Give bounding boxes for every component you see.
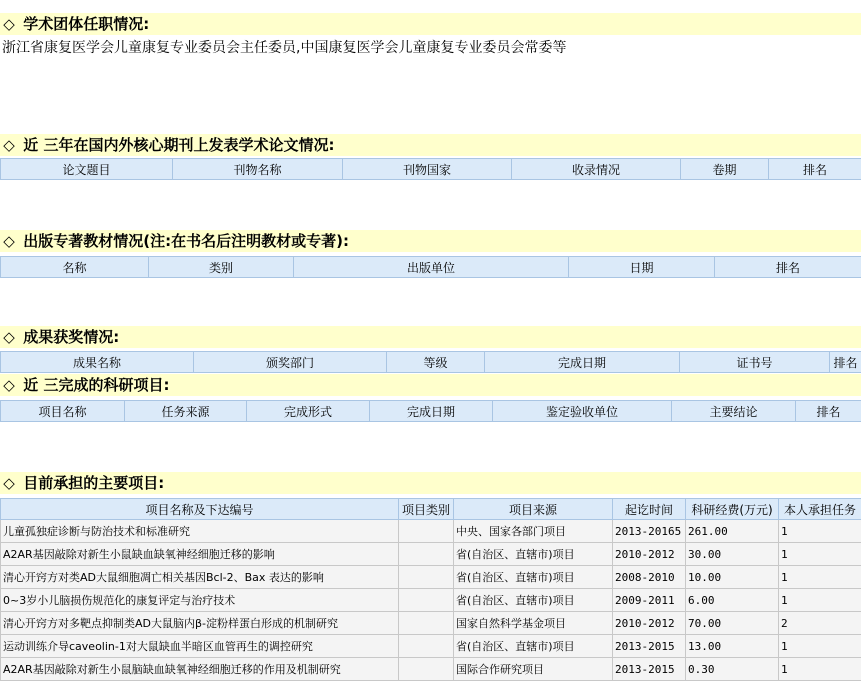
project-name: A2AR基因敲除对新生小鼠缺血缺氧神经细胞迁移的影响 [1,543,399,566]
diamond-icon: ◇ [3,376,15,394]
project-source: 国家自然科学基金项目 [454,612,613,635]
research-table [0,400,861,422]
research-col-date: 完成日期 [370,401,493,422]
books-col-type: 类别 [149,257,294,278]
project-funds: 6.00 [686,589,779,612]
awards-col-level: 等级 [387,352,485,373]
books-col-rank: 排名 [715,257,861,278]
table-row [1,520,861,543]
project-period: 2008-2010 [613,566,686,589]
project-name: 儿童孤独症诊断与防治技术和标准研究 [1,520,399,543]
awards-col-issuer: 颁奖部门 [194,352,387,373]
table-row [1,589,861,612]
project-period: 2013-2015 [613,635,686,658]
section-academic-title: 学术团体任职情况: [23,15,150,33]
table-row [1,612,861,635]
awards-col-date: 完成日期 [485,352,680,373]
project-period: 2009-2011 [613,589,686,612]
table-row [1,635,861,658]
research-col-unit: 鉴定验收单位 [493,401,672,422]
projects-col-category: 项目类别 [399,499,454,520]
diamond-icon: ◇ [3,328,15,346]
project-category [399,589,454,612]
section-research-header [0,374,861,396]
project-funds: 13.00 [686,635,779,658]
project-funds: 30.00 [686,543,779,566]
awards-header-row [1,352,861,373]
project-task: 1 [779,566,861,589]
project-funds: 0.30 [686,658,779,681]
project-task: 2 [779,612,861,635]
projects-col-period: 起讫时间 [613,499,686,520]
project-source: 省(自治区、直辖市)项目 [454,543,613,566]
project-name: 运动训练介导caveolin-1对大鼠缺血半暗区血管再生的调控研究 [1,635,399,658]
diamond-icon: ◇ [3,232,15,250]
project-name: 清心开窍方对类AD大鼠细胞凋亡相关基因Bcl-2、Bax 表达的影响 [1,566,399,589]
table-row [1,543,861,566]
papers-table [0,158,861,180]
projects-col-source: 项目来源 [454,499,613,520]
awards-col-name: 成果名称 [1,352,194,373]
books-col-name: 名称 [1,257,149,278]
project-task: 1 [779,589,861,612]
books-header-row [1,257,861,278]
project-period: 2013-2015 [613,658,686,681]
section-projects-header [0,472,861,494]
section-books-title: 出版专著教材情况(注:在书名后注明教材或专著): [23,232,349,250]
project-category [399,543,454,566]
project-name: 0~3岁小儿脑损伤规范化的康复评定与治疗技术 [1,589,399,612]
papers-header-row [1,159,861,180]
project-category [399,566,454,589]
section-projects-title: 目前承担的主要项目: [23,474,165,492]
papers-col-rank: 排名 [769,159,861,180]
project-category [399,658,454,681]
project-period: 2010-2012 [613,612,686,635]
section-research-title: 近 三完成的科研项目: [23,376,170,394]
books-col-date: 日期 [569,257,715,278]
research-col-form: 完成形式 [247,401,370,422]
project-source: 省(自治区、直辖市)项目 [454,635,613,658]
table-row [1,566,861,589]
books-table [0,256,861,278]
projects-col-funds: 科研经费(万元) [686,499,779,520]
project-category [399,520,454,543]
awards-col-rank: 排名 [830,352,861,373]
project-funds: 70.00 [686,612,779,635]
research-col-rank: 排名 [796,401,861,422]
project-funds: 261.00 [686,520,779,543]
project-funds: 10.00 [686,566,779,589]
research-col-name: 项目名称 [1,401,125,422]
section-books-header [0,230,861,252]
project-source: 省(自治区、直辖市)项目 [454,589,613,612]
papers-col-volume: 卷期 [681,159,769,180]
project-source: 国际合作研究项目 [454,658,613,681]
papers-col-country: 刊物国家 [343,159,512,180]
awards-table [0,351,861,373]
project-name: A2AR基因敲除对新生小鼠脑缺血缺氧神经细胞迁移的作用及机制研究 [1,658,399,681]
project-source: 省(自治区、直辖市)项目 [454,566,613,589]
projects-header-row [1,499,861,520]
project-category [399,612,454,635]
project-task: 1 [779,520,861,543]
papers-col-journal: 刊物名称 [173,159,343,180]
section-awards-header [0,326,861,348]
projects-col-name: 项目名称及下达编号 [1,499,399,520]
research-col-source: 任务来源 [125,401,247,422]
project-name: 清心开窍方对多靶点抑制类AD大鼠脑内β-淀粉样蛋白形成的机制研究 [1,612,399,635]
section-papers-title: 近 三年在国内外核心期刊上发表学术论文情况: [23,136,335,154]
academic-content: 浙江省康复医学会儿童康复专业委员会主任委员,中国康复医学会儿童康复专业委员会常委等 [2,40,567,56]
books-col-publisher: 出版单位 [294,257,569,278]
section-academic-header [0,13,861,35]
project-period: 2010-2012 [613,543,686,566]
project-category [399,635,454,658]
project-task: 1 [779,543,861,566]
project-period: 2013-20165 [613,520,686,543]
project-task: 1 [779,658,861,681]
research-header-row [1,401,861,422]
projects-col-task: 本人承担任务 [779,499,861,520]
section-awards-title: 成果获奖情况: [23,328,120,346]
diamond-icon: ◇ [3,15,15,33]
projects-table [0,498,861,681]
diamond-icon: ◇ [3,474,15,492]
papers-col-indexed: 收录情况 [512,159,681,180]
papers-col-title: 论文题目 [1,159,173,180]
research-col-conclusion: 主要结论 [672,401,796,422]
diamond-icon: ◇ [3,136,15,154]
awards-col-cert: 证书号 [680,352,830,373]
project-task: 1 [779,635,861,658]
section-papers-header [0,134,861,156]
project-source: 中央、国家各部门项目 [454,520,613,543]
table-row [1,658,861,681]
